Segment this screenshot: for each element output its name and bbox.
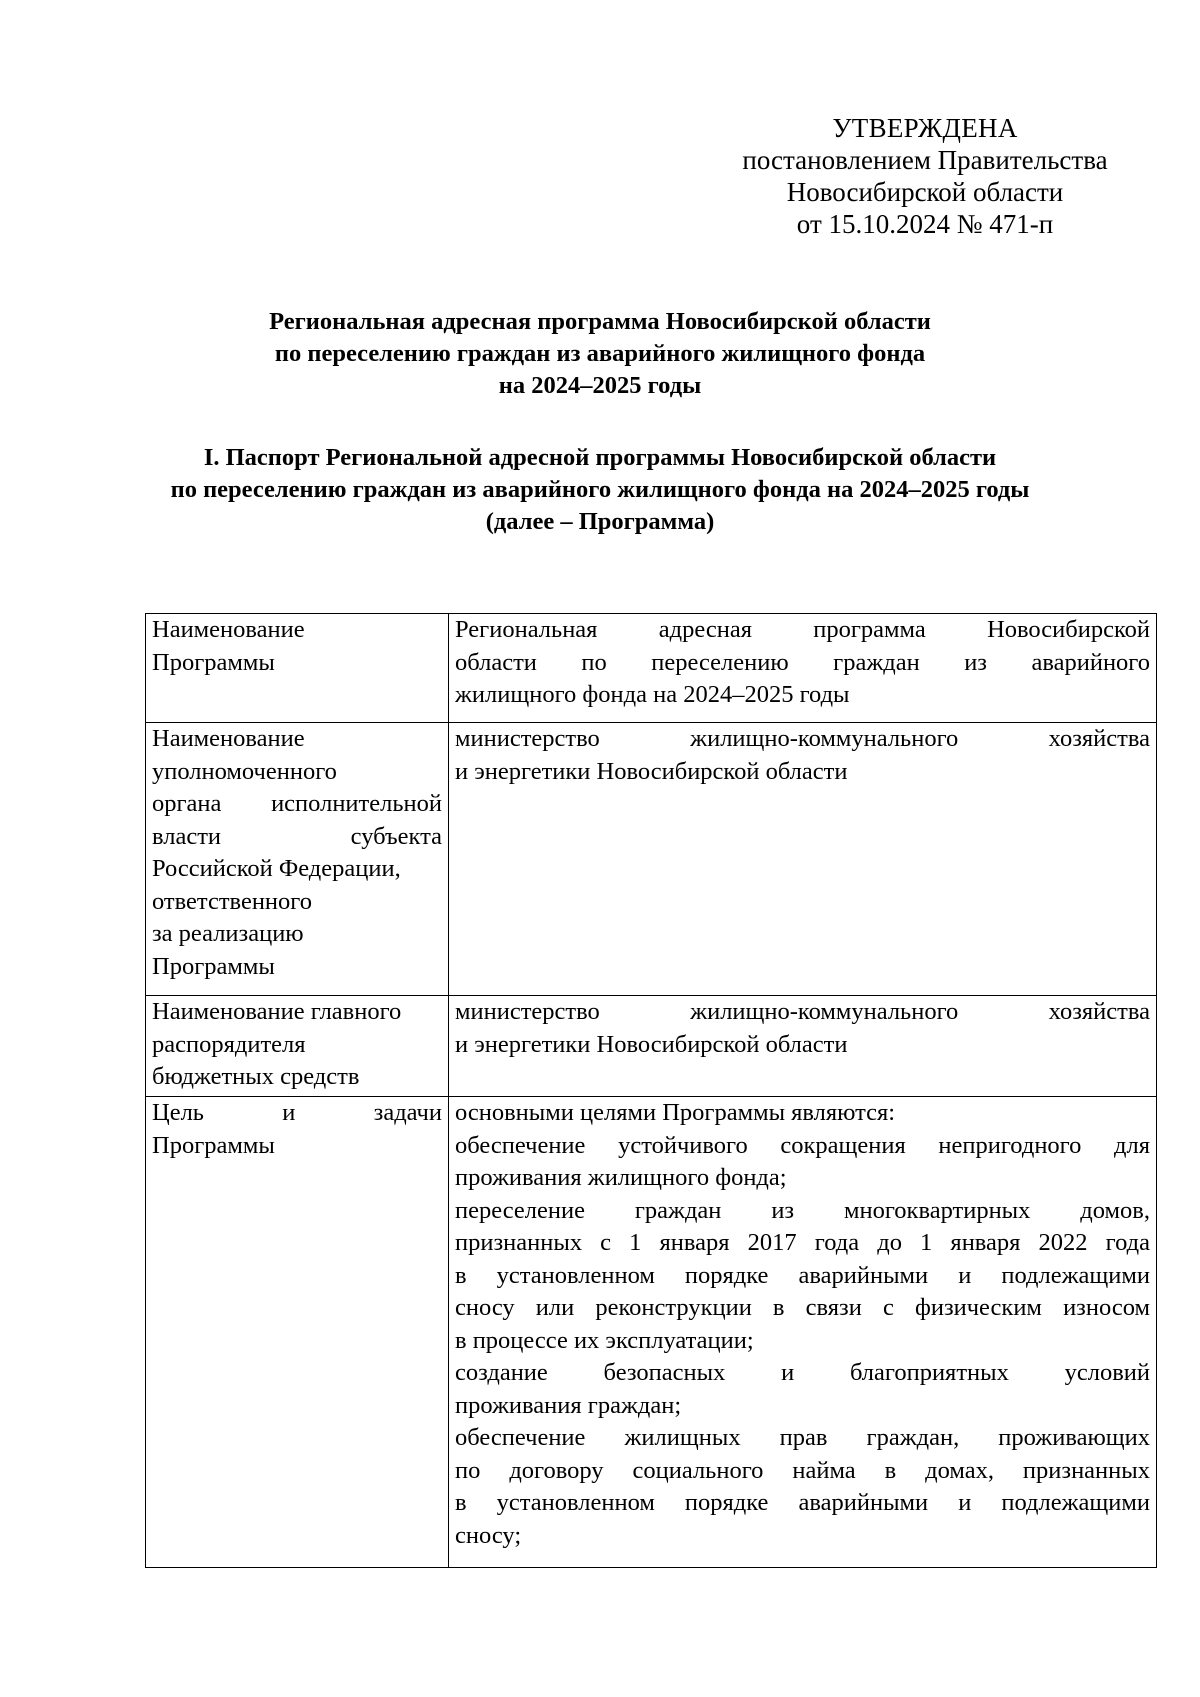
value-line: проживания жилищного фонда; [455,1164,787,1191]
section-heading-line: (далее – Программа) [485,508,715,535]
row-value-program-name [449,614,1157,723]
value-line: по договору социального найма в домах, признанных [455,1456,1150,1484]
label-line: власти субъекта [152,822,442,850]
label-line: Программы [152,648,275,676]
value-line: в установленном порядке аварийными и подлежащими [455,1489,1150,1516]
section-heading-line: I. Паспорт Региональной адресной программы Новосибирской области [203,444,997,471]
value-line: основными целями Программы являются: [455,1099,896,1126]
value-line: обеспечение устойчивого сокращения непригодного для [455,1131,1150,1159]
table-row [146,723,1157,996]
document-title-line: на 2024–2025 годы [498,372,702,399]
approval-stamp [740,112,1110,240]
approval-date-number: от 15.10.2024 № 471-п [796,209,1054,239]
document-title [120,306,1080,402]
value-line: и энергетики Новосибирской области [455,1030,848,1058]
label-line: ответственного [152,887,312,915]
label-line: Наименование [152,725,305,752]
section-heading [120,442,1080,538]
label-line: Наименование главного [152,998,402,1025]
value-line: министерство жилищно-коммунального хозяйства [455,725,1150,752]
label-line: за реализацию [152,920,304,947]
label-line: Российской Федерации, [152,855,401,882]
value-line: в процессе их эксплуатации; [455,1326,754,1354]
row-value-authorized-body [449,723,1157,996]
passport-table [145,613,1157,1568]
table-row [146,1097,1157,1568]
row-value-budget-manager [449,996,1157,1097]
value-line: создание безопасных и благоприятных условий [455,1359,1150,1386]
label-line: Программы [152,952,275,980]
row-label-authorized-body [146,723,449,996]
label-line: распорядителя [152,1030,306,1058]
label-line: уполномоченного [152,757,337,785]
value-line: признанных с 1 января 2017 года до 1 января 2022 года [455,1229,1150,1256]
value-line: сносу или реконструкции в связи с физическим износом [455,1294,1150,1321]
value-line: в установленном порядке аварийными и подлежащими [455,1261,1150,1289]
value-line: Региональная адресная программа Новосибирской [455,616,1150,643]
document-title-line: Региональная адресная программа Новосибирской области [269,308,931,335]
label-line: органа исполнительной [152,790,442,817]
value-line: обеспечение жилищных прав граждан, проживающих [455,1424,1150,1451]
value-line: проживания граждан; [455,1391,682,1419]
label-line: бюджетных средств [152,1063,360,1090]
row-label-budget-manager [146,996,449,1097]
approval-region: Новосибирской области [786,177,1064,207]
label-line: Цель и задачи [152,1099,442,1126]
value-line: области по переселению граждан из аварийного [455,648,1150,676]
row-value-goals [449,1097,1157,1568]
label-line: Программы [152,1131,275,1159]
label-line: Наименование [152,616,305,643]
table-row [146,614,1157,723]
document-title-line: по переселению граждан из аварийного жилищного фонда [274,340,926,367]
section-heading-line: по переселению граждан из аварийного жилищного фонда на 2024–2025 годы [170,476,1030,503]
value-line: сносу; [455,1521,522,1549]
approval-authority: постановлением Правительства [742,145,1108,175]
value-line: и энергетики Новосибирской области [455,757,848,785]
value-line: жилищного фонда на 2024–2025 годы [455,681,850,708]
value-line: министерство жилищно-коммунального хозяйства [455,998,1150,1025]
approval-heading: УТВЕРЖДЕНА [832,113,1018,143]
value-line: переселение граждан из многоквартирных домов, [455,1196,1150,1224]
table-row [146,996,1157,1097]
row-label-program-name [146,614,449,723]
row-label-goals [146,1097,449,1568]
